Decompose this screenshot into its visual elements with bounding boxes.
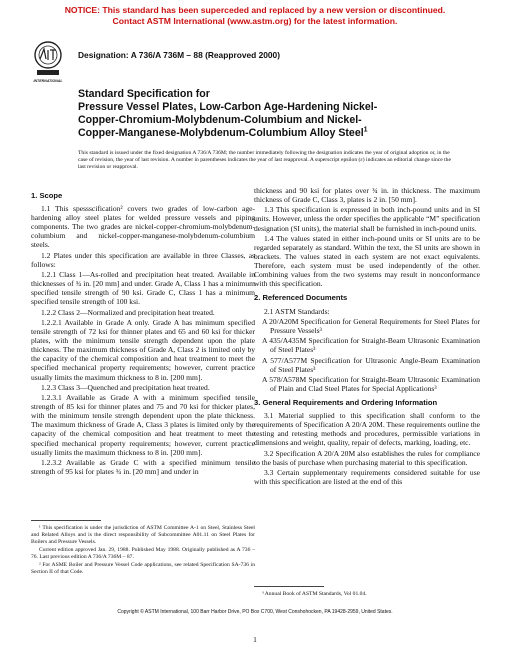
notice-line-1: NOTICE: This standard has been superceded and replaced by a new version or discontinued.: [64, 5, 446, 15]
paragraph-1-4: 1.4 The values stated in either inch-pound units or SI units are to be regarded separately as standard. Within the text, the SI units are shown in brackets. The values stated in each system are not exact equivalents. Therefore, each system must be used independently of the other. Combining values from the two systems may result in nonconformance with this specification.: [254, 233, 480, 289]
paragraph-1-2-3-2: 1.2.3.2 Available as Grade C with a specified minimum tensile strength of 95 ksi for plates ¾ in. [20 mm] and under in: [31, 457, 255, 477]
footnotes-left: [31, 520, 255, 577]
paragraph-continued: thickness and 90 ksi for plates over ¾ in. in thickness. The maximum thickness of Grade C, Class 3, plates is 2 in. [50 mm].: [254, 186, 480, 205]
section-heading-referenced-documents: 2. Referenced Documents: [254, 293, 348, 303]
footnote-divider: [31, 520, 101, 521]
astm-logo-icon: [33, 40, 63, 86]
paragraph-1-2: 1.2 Plates under this specification are available in three Classes, as follows:: [31, 250, 255, 269]
standard-note: This standard is issued under the fixed designation A 736/A 736M; the number immediately following the designation indicates the year of original adoption or, in the case of revision, the year of last revision. A number in parentheses indicates the year of last reapproval. A superscript epsilon (ε) indicates an editorial change since the last revision or reapproval.: [78, 150, 451, 171]
footnote-1-edition: Current edition approved Jan. 29, 1988. Published May 1988. Originally published as A 736 – 76. Last previous edition A 736/A 736M – 87.: [31, 547, 255, 560]
left-column: [31, 186, 255, 477]
section-heading-scope: 1. Scope: [31, 191, 63, 200]
notice-line-2: Contact ASTM International (www.astm.org) for the latest information.: [112, 16, 398, 26]
paragraph-1-2-3-1: 1.2.3.1 Available as Grade A with a minimum specified tensile strength of 85 ksi for thinner plates and 75 and 70 ksi for thicker plates, with the minimum tensile strength dependent upon the plate thickness. The maximum thickness of Grade A, Class 3 plates is limited only by the capacity of the chemical composition and heat treatment to meet the specified mechanical property requirements; however, current practice usually limits the maximum thickness to 8 in. [200 mm].: [31, 393, 255, 457]
paragraph-3-1: 3.1 Material supplied to this specification shall conform to the requirements of Specification A 20/A 20M. These requirements outline the testing and retesting methods and procedures, permissible variations in dimensions and weight, quality, repair of defects, marking, loading, etc.: [254, 411, 480, 448]
reference-a435: A 435/A435M Specification for Straight-Beam Ultrasonic Examination of Steel Plates³: [262, 336, 480, 355]
right-column: [254, 186, 480, 488]
title-line-3: Copper-Chromium-Molybdenum-Columbium and Nickel-: [78, 114, 362, 126]
title-footnote-mark: 1: [363, 126, 368, 134]
document-title: [78, 88, 473, 140]
logo-text: INTERNATIONAL: [33, 79, 63, 83]
paragraph-1-2-2-1: 1.2.2.1 Available in Grade A only. Grade A has minimum specified tensile strength of 72 ksi for thinner plates and 65 and 60 ksi for thicker plates, with the minimum tensile strength dependent upon the plate thickness. The maximum thickness of Grade A, Class 2 is limited only by the capacity of the chemical composition and heat treatment to meet the specified mechanical property requirements; however, current practice usually limits the maximum thickness to 8 in. [200 mm].: [31, 317, 255, 382]
paragraph-1-1: 1.1 This spessscification² covers two grades of low-carbon age-hardening alloy steel plates for welded pressure vessels and piping components. The two grades are nickel-copper-chromium-molybdenum-columbium and nickel-copper-manganese-molybdenum-columbium steels.: [31, 204, 255, 250]
page-number: 1: [253, 635, 257, 644]
copyright-line: Copyright © ASTM International, 100 Barr Harbor Drive, PO Box C700, West Conshohocken, PA 19428-2959, United States.: [117, 609, 393, 615]
reference-a578: A 578/A578M Specification for Straight-Beam Ultrasonic Examination of Plain and Clad Steel Plates for Special Applications³: [262, 374, 480, 393]
paragraph-3-3: 3.3 Certain supplementary requirements considered suitable for use with this specification are listed at the end of this: [254, 468, 480, 487]
paragraph-1-2-3: 1.2.3 Class 3—Quenched and precipitation heat treated.: [41, 382, 210, 392]
footnotes-right: [254, 586, 480, 598]
section-heading-general-requirements: 3. General Requirements and Ordering Information: [254, 398, 438, 408]
supersede-notice: [0, 5, 510, 27]
reference-a20: A 20/A20M Specification for General Requirements for Steel Plates for Pressure Vessels³: [262, 316, 480, 335]
title-line-4: Copper-Manganese-Molybdenum-Columbium Alloy Steel$^1$: [78, 126, 368, 139]
footnote-2: ² For ASME Boiler and Pressure Vessel Code applications, see related Specification SA-736 in Section II of that Code.: [31, 562, 255, 575]
designation: Designation: A 736/A 736M – 88 (Reapproved 2000): [78, 50, 281, 60]
paragraph-1-2-1: 1.2.1 Class 1—As-rolled and precipitation heat treated. Available in thicknesses of ¾ in. [20 mm] and under. Grade A, Class 1 has a minimum specified tensile strength of 90 ksi. Grade C, Class 1 has a minimum specified tensile strength of 100 ksi.: [31, 270, 255, 307]
paragraph-1-2-2: 1.2.2 Class 2—Normalized and precipitation heat treated.: [41, 307, 215, 317]
footnote-1: ¹ This specification is under the jurisdiction of ASTM Committee A-1 on Steel, Stainless Steel and Related Alloys and is the direct responsibility of Subcommittee A01.11 on Steel Plates for Boilers and Pressure Vessels.: [31, 525, 255, 545]
paragraph-1-3: 1.3 This specification is expressed in both inch-pound units and in SI units. However, unless the order specifies the applicable “M” specification designation (SI units), the material shall be furnished in inch-pound units.: [254, 205, 480, 233]
paragraph-2-1: 2.1 ASTM Standards:: [264, 306, 330, 316]
title-line-1: Standard Specification for: [78, 88, 210, 100]
paragraph-3-2: 3.2 Specification A 20/A 20M also establishes the rules for compliance to the basis of purchase when purchasing material to this specification.: [254, 448, 480, 467]
footnote-3: ³ Annual Book of ASTM Standards, Vol 01.04.: [262, 591, 367, 597]
title-line-2: Pressure Vessel Plates, Low-Carbon Age-Hardening Nickel-: [78, 101, 378, 113]
reference-a577: A 577/A577M Specification for Ultrasonic Angle-Beam Examination of Steel Plates³: [262, 355, 480, 374]
footnote-divider-right: [254, 586, 324, 587]
